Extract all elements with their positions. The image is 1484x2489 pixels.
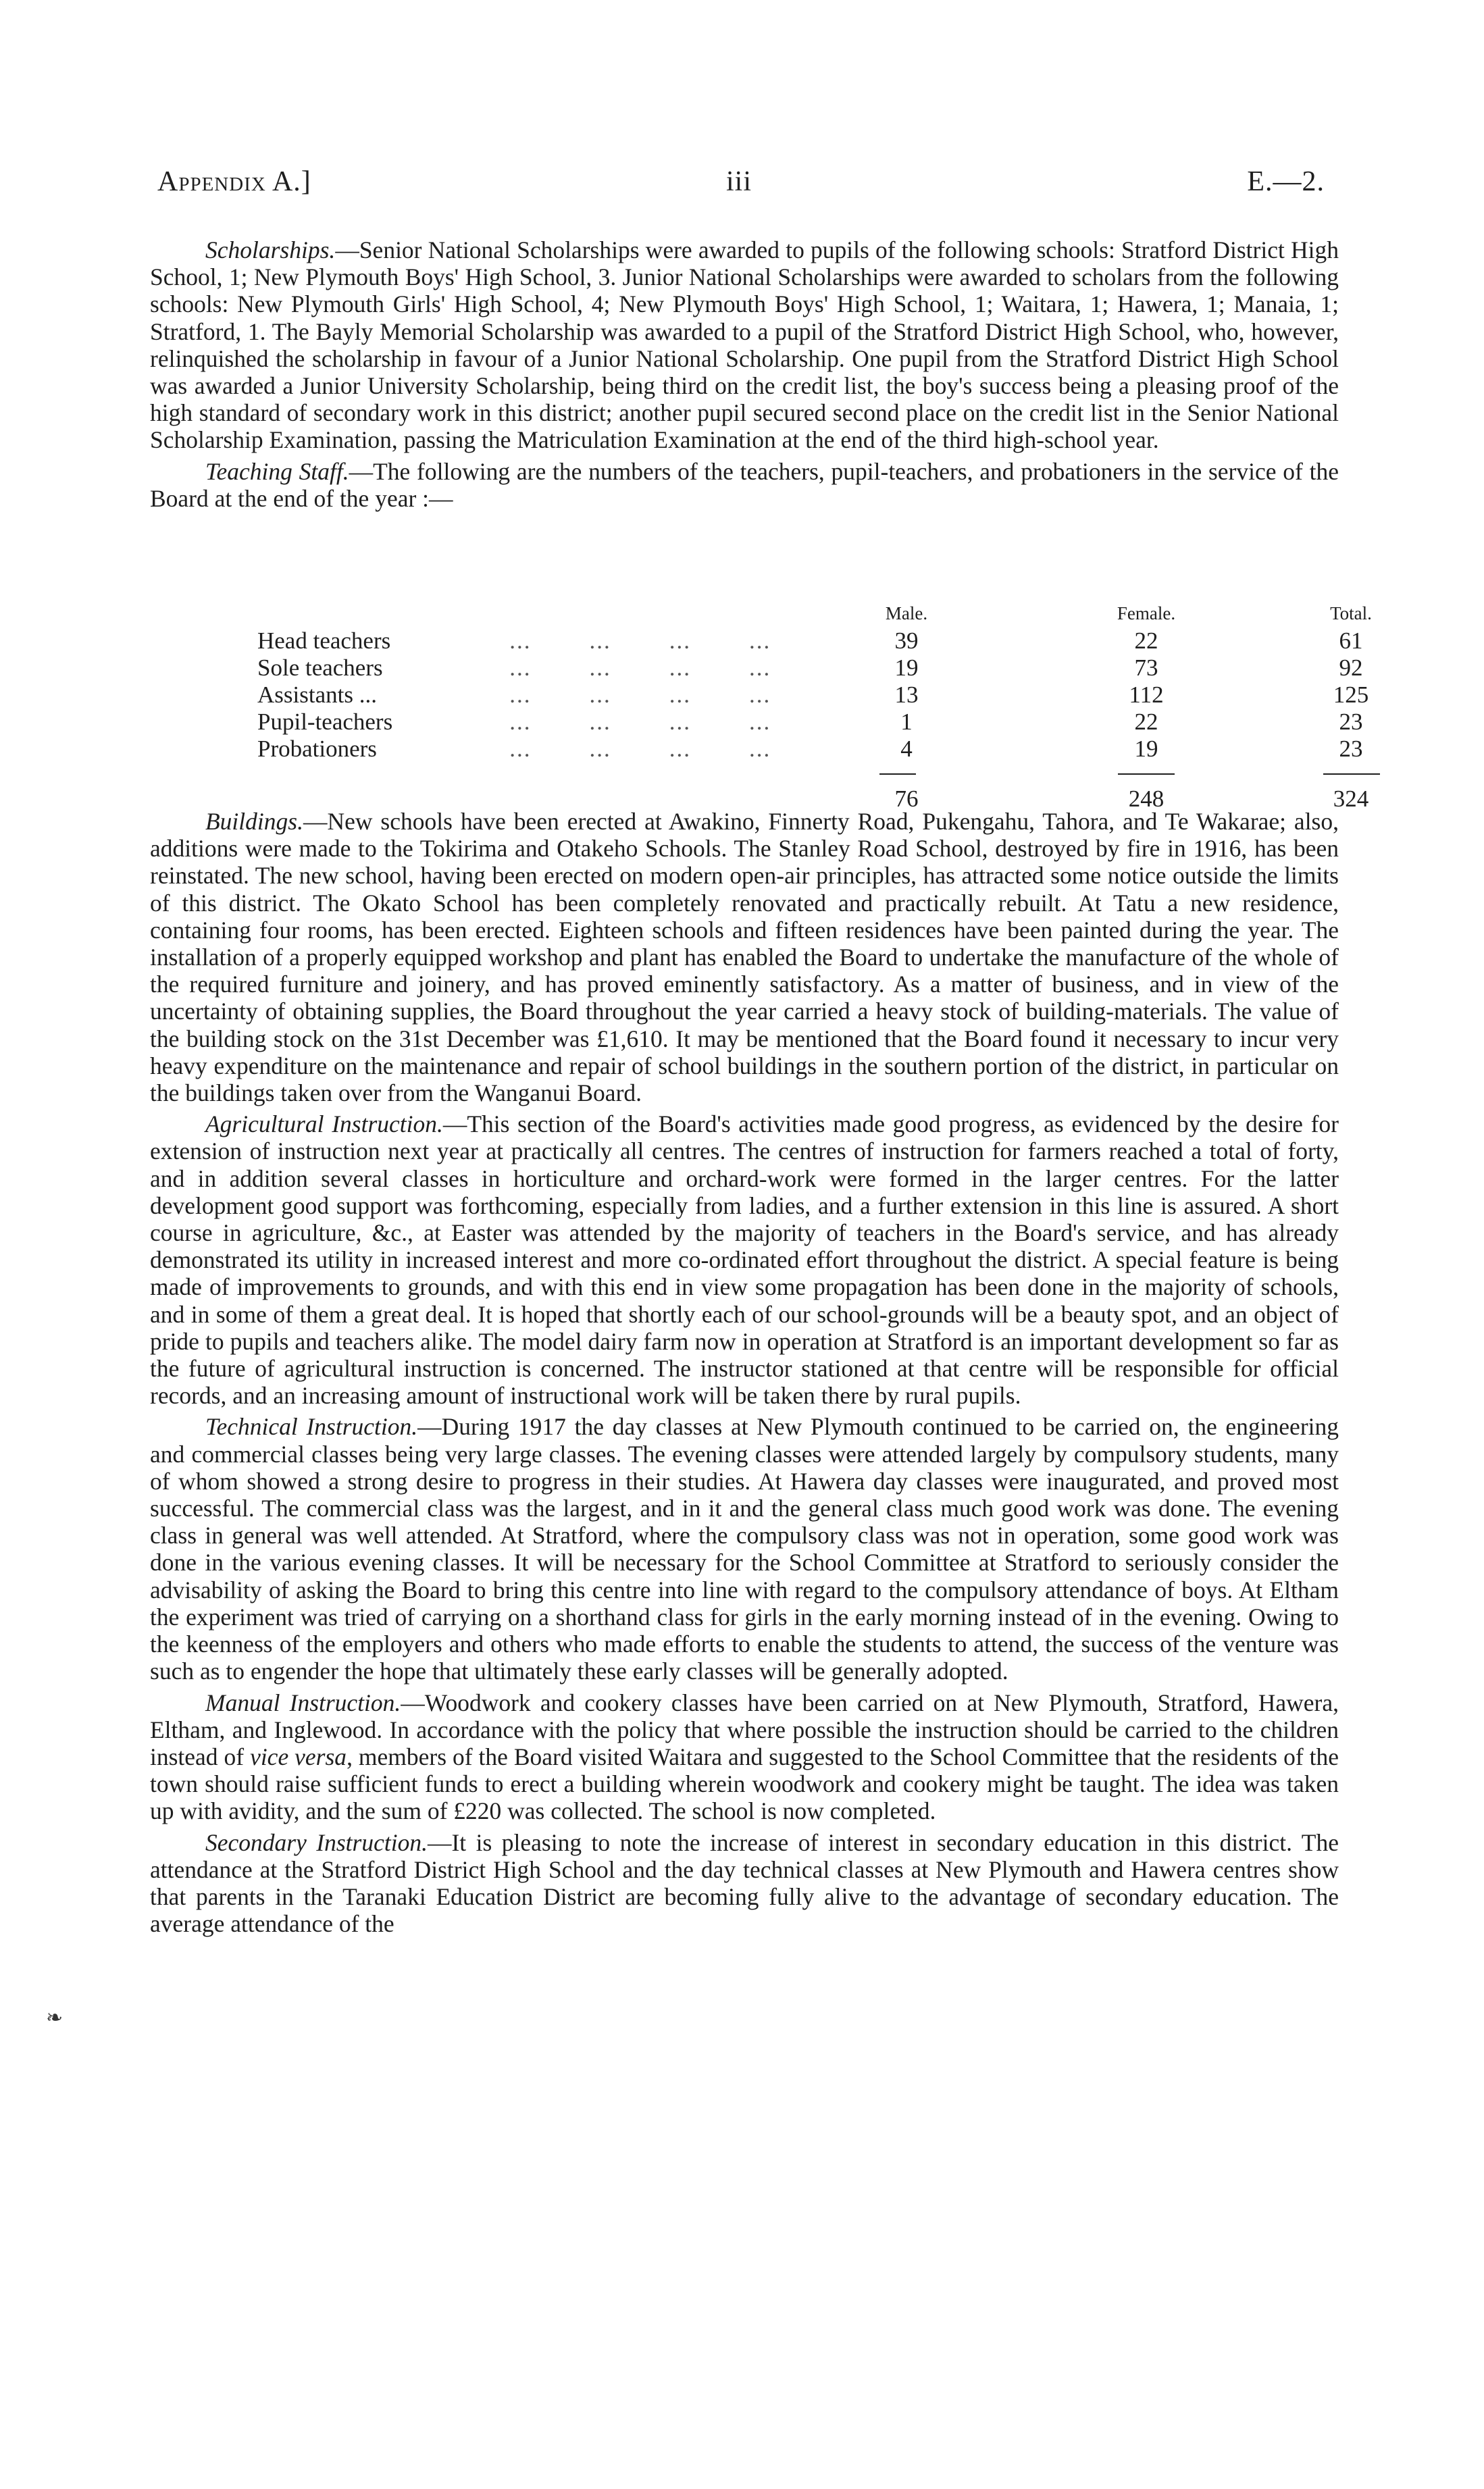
row-label: Assistants ...	[257, 682, 377, 708]
leader-dots: ... ... ... ...	[488, 709, 771, 735]
paragraph-secondary	[150, 1829, 1339, 1938]
paragraph-technical	[150, 1413, 1339, 1685]
paragraph-agricultural	[150, 1110, 1339, 1409]
cell-total: 92	[1339, 655, 1363, 681]
text-manual-a: —Woodwork and cookery classes have been carried on at New Plymouth, Stratford, Hawera, Eltham, and Inglewood. In accordance with the policy that where possible the instruction should be carried to the children instead of	[150, 1689, 1339, 1770]
total-total: 324	[1333, 786, 1369, 812]
table-row	[150, 736, 1363, 763]
total-rule-male	[879, 773, 916, 775]
cell-total: 23	[1339, 709, 1363, 735]
cell-total: 125	[1333, 682, 1369, 708]
leader-dots: ... ... ... ...	[488, 655, 771, 681]
heading-teaching-staff: Teaching Staff.	[205, 457, 349, 485]
cell-male: 13	[894, 682, 919, 708]
cell-female: 22	[1134, 709, 1158, 735]
page-number: iii	[726, 166, 752, 197]
cell-male: 39	[894, 627, 919, 654]
section-scholarships-and-staff	[150, 236, 1339, 516]
total-male: 76	[894, 786, 919, 812]
text-secondary: —It is pleasing to note the increase of interest in secondary education in this district. The attendance at the Stratford District High School and the day technical classes at New Plymouth and Hawera centres show that parents in the Taranaki Education District are becoming fully alive to the advantage of secondary education. The average attendance of the	[150, 1828, 1339, 1938]
table-row	[150, 682, 1369, 709]
paragraph-teaching-staff	[150, 458, 1339, 512]
text-buildings: —New schools have been erected at Awakino, Finnerty Road, Pukengahu, Tahora, and Te Wakarae; also, additions were made to the Tokirima and Otakeho Schools. The Stanley Road School, destroyed by fire in 1916, has been reinstated. The new school, having been erected on modern open-air principles, has attracted some notice outside the limits of this district. The Okato School has been completely renovated and practically rebuilt. At Tatu a new residence, containing four rooms, has been erected. Eighteen schools and fifteen residences have been painted during the year. The installation of a properly equipped workshop and plant has enabled the Board to undertake the manufacture of the whole of the required furniture and joinery, and has proved eminently satisfactory. As a matter of business, and in view of the uncertainty of obtaining supplies, the Board throughout the year carried a heavy stock of building-materials. The value of the building stock on the 31st December was £1,610. It may be mentioned that the Board found it necessary to incur very heavy expenditure on the maintenance and repair of school buildings in the southern portion of the district, in particular on the buildings taken over from the Wanganui Board.	[150, 808, 1339, 1107]
table-row	[150, 655, 1363, 682]
row-label: Probationers	[257, 736, 377, 762]
running-header-right: E.—2.	[1247, 166, 1325, 197]
row-label: Pupil-teachers	[257, 709, 393, 735]
paragraph-manual	[150, 1689, 1339, 1825]
leader-dots: ... ... ... ...	[488, 627, 771, 654]
paragraph-buildings	[150, 808, 1339, 1106]
heading-buildings: Buildings.	[205, 808, 303, 835]
text-scholarships: —Senior National Scholarships were awarded to pupils of the following schools: Stratford District High School, 1; New Plymouth Boys' High School, 3. Junior National Scholarships were awarded to scholars from the following schools: New Plymouth Girls' High School, 4; New Plymouth Boys' High School, 1; Waitara, 1; Hawera, 1; Manaia, 1; Stratford, 1. The Bayly Memorial Scholarship was awarded to a pupil of the Stratford District High School, who, however, relinquished the scholarship in favour of a Junior National Scholarship. One pupil from the Stratford District High School was awarded a Junior University Scholarship, being third on the credit list, the boy's success being a pleasing proof of the high standard of secondary work in this district; another pupil secured second place on the credit list in the Senior National Scholarship Examination, passing the Matriculation Examination at the end of the third high-school year.	[150, 236, 1339, 454]
heading-technical: Technical Instruction.	[205, 1413, 418, 1441]
column-header-female: Female.	[1117, 603, 1176, 623]
cell-female: 73	[1134, 655, 1158, 681]
leader-dots: ... ... ... ...	[488, 736, 771, 762]
total-rule-female	[1118, 773, 1175, 775]
cell-female: 19	[1134, 736, 1158, 762]
text-teaching-staff: —The following are the numbers of the teachers, pupil-teachers, and probationers in the service of the Board at the end of the year :—	[150, 457, 1339, 512]
cell-total: 23	[1339, 736, 1363, 762]
cell-female: 112	[1129, 682, 1164, 708]
heading-scholarships: Scholarships.	[205, 236, 336, 263]
margin-ornament-icon: ❧	[46, 2007, 63, 2029]
row-label: Head teachers	[257, 627, 391, 654]
table-row	[150, 627, 1363, 655]
cell-total: 61	[1339, 627, 1363, 654]
paragraph-scholarships	[150, 236, 1339, 454]
cell-male: 1	[900, 709, 913, 735]
text-manual-b: , members of the Board visited Waitara and suggested to the School Committee that the residents of the town should raise sufficient funds to erect a building wherein woodwork and cookery might be taught. The idea was taken up with avidity, and the sum of £220 was collected. The school is now completed.	[150, 1743, 1339, 1825]
text-technical: —During 1917 the day classes at New Plymouth continued to be carried on, the engineering and commercial classes being very large classes. The evening classes were attended largely by compulsory students, many of whom showed a strong desire to progress in their studies. At Hawera day classes were inaugurated, and proved most successful. The commercial class was the largest, and in it and the general class much good work was done. The evening class in general was well attended. At Stratford, where the compulsory class was not in operation, some good work was done in the various evening classes. It will be necessary for the School Committee at Stratford to seriously consider the advisability of asking the Board to bring this centre into line with regard to the compulsory attendance of boys. At Eltham the experiment was tried of carrying on a shorthand class for girls in the early morning instead of in the evening. Owing to the keenness of the employers and others who made efforts to enable the students to attend, the success of the venture was such as to engender the hope that ultimately these early classes will be generally adopted.	[150, 1413, 1339, 1685]
total-female: 248	[1128, 786, 1165, 812]
cell-male: 19	[894, 655, 919, 681]
cell-female: 22	[1134, 627, 1158, 654]
heading-manual: Manual Instruction.	[205, 1689, 401, 1716]
heading-secondary: Secondary Instruction.	[205, 1828, 428, 1856]
leader-dots: ... ... ... ...	[488, 682, 771, 708]
table-row	[150, 709, 1363, 736]
section-instruction	[150, 808, 1339, 1941]
total-rule-total	[1323, 773, 1380, 775]
cell-male: 4	[900, 736, 913, 762]
column-header-total: Total.	[1330, 603, 1372, 623]
heading-agricultural: Agricultural Instruction.	[205, 1110, 443, 1138]
text-agricultural: —This section of the Board's activities made good progress, as evidenced by the desire for extension of instruction next year at practically all centres. The centres of instruction for farmers reached a total of forty, and in addition several classes in horticulture and orchard-work were formed in the larger centres. For the latter development good support was forthcoming, especially from ladies, and a further extension in this line is assured. A short course in agriculture, &c., at Easter was attended by the majority of teachers in the Board's service, and has already demonstrated its utility in increased interest and more co-ordinated effort throughout the district. A special feature is being made of improvements to grounds, and with this end in view some propagation has been done in the majority of schools, and in some of them a great deal. It is hoped that shortly each of our school-grounds will be a beauty spot, and an object of pride to pupils and teachers alike. The model dairy farm now in operation at Stratford is an important development so far as the future of agricultural instruction is concerned. The instructor stationed at that centre will be responsible for official records, and an increasing amount of instructional work will be taken there by rural pupils.	[150, 1110, 1339, 1410]
text-vice-versa: vice versa	[250, 1743, 347, 1770]
row-label: Sole teachers	[257, 655, 383, 681]
running-header-left: Appendix A.]	[157, 166, 311, 197]
column-header-male: Male.	[885, 603, 928, 623]
